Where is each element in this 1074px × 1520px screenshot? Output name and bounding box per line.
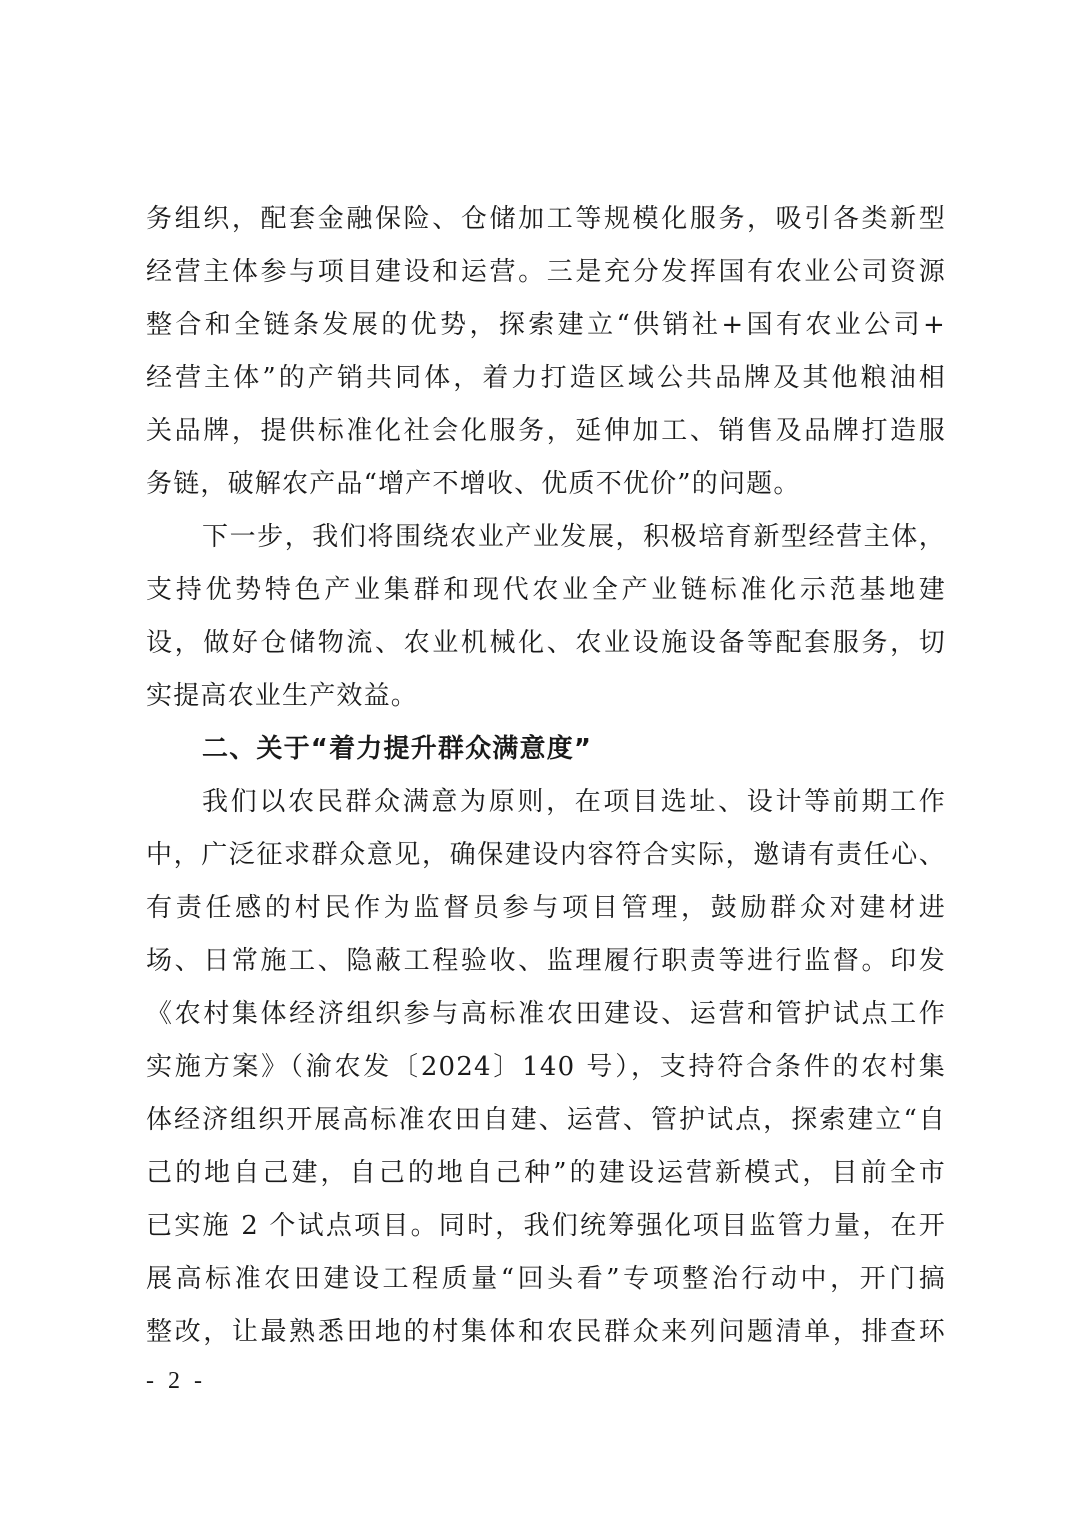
text-line: 己的地自己建，自己的地自己种”的建设运营新模式，目前全市 (146, 1158, 946, 1188)
text-line: 设，做好仓储物流、农业机械化、农业设施设备等配套服务，切 (146, 628, 946, 658)
text-line: 整改，让最熟悉田地的村集体和农民群众来列问题清单，排查环 (146, 1317, 946, 1347)
section-heading: 二、关于“着力提升群众满意度” (202, 734, 593, 764)
text-line: 我们以农民群众满意为原则，在项目选址、设计等前期工作 (202, 787, 946, 817)
page-number: - 2 - (146, 1368, 206, 1394)
text-line: 支持优势特色产业集群和现代农业全产业链标准化示范基地建 (146, 575, 946, 605)
text-line: 场、日常施工、隐蔽工程验收、监理履行职责等进行监督。印发 (146, 946, 946, 976)
text-line: 经营主体参与项目建设和运营。三是充分发挥国有农业公司资源 (146, 257, 946, 287)
text-line: 实施方案》（渝农发〔2024〕140 号），支持符合条件的农村集 (146, 1052, 946, 1082)
text-line: 体经济组织开展高标准农田自建、运营、管护试点，探索建立“自 (146, 1105, 946, 1135)
text-line: 《农村集体经济组织参与高标准农田建设、运营和管护试点工作 (146, 999, 946, 1029)
text-line: 有责任感的村民作为监督员参与项目管理，鼓励群众对建材进 (146, 893, 946, 923)
text-line: 经营主体”的产销共同体，着力打造区域公共品牌及其他粮油相 (146, 363, 946, 393)
text-line: 务链，破解农产品“增产不增收、优质不优价”的问题。 (146, 469, 801, 499)
body-text (146, 193, 946, 1359)
text-line: 中，广泛征求群众意见，确保建设内容符合实际，邀请有责任心、 (146, 840, 946, 870)
text-line: 关品牌，提供标准化社会化服务，延伸加工、销售及品牌打造服 (146, 416, 946, 446)
text-line: 务组织，配套金融保险、仓储加工等规模化服务，吸引各类新型 (146, 204, 946, 234)
text-line: 整合和全链条发展的优势，探索建立“供销社+国有农业公司+ (146, 310, 946, 340)
text-line: 展高标准农田建设工程质量“回头看”专项整治行动中，开门搞 (146, 1264, 946, 1294)
text-line: 实提高农业生产效益。 (146, 681, 419, 711)
text-line: 已实施 2 个试点项目。同时，我们统筹强化项目监管力量，在开 (146, 1211, 946, 1241)
text-line: 下一步，我们将围绕农业产业发展，积极培育新型经营主体， (202, 522, 946, 552)
